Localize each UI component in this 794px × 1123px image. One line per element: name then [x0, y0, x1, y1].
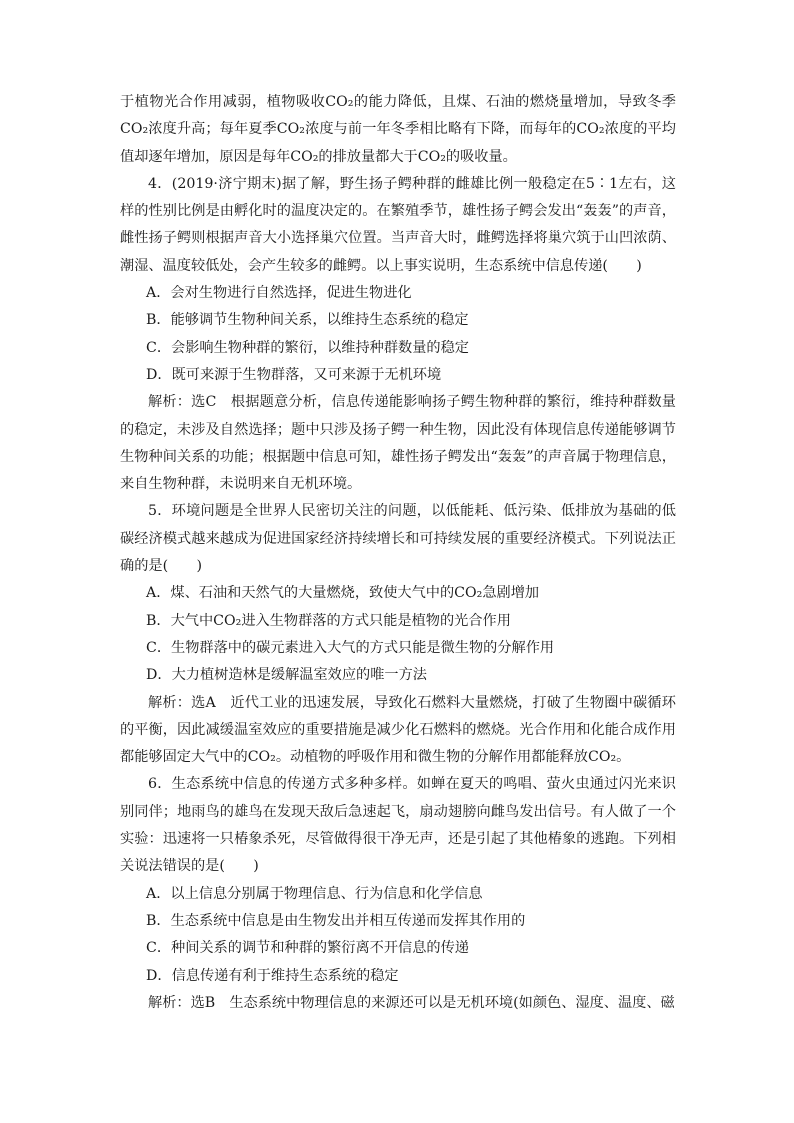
analysis: 解析：选B 生态系统中物理信息的来源还可以是无机环境(如颜色、湿度、温度、磁 — [148, 994, 675, 1011]
analysis: 解析：选A 近代工业的迅速发展，导致化石燃料大量燃烧，打破了生物圈中碳循环的平衡，因此减缓温室效应的重要措施是减少化石燃料的燃烧。光合作用和化能合成作用都能够固定大气中的CO₂。动植物的呼吸作用和微生物的分解作用都能释放CO₂。 — [120, 694, 676, 766]
option-c: C．会影响生物种群的繁衍，以维持种群数量的稳定 — [146, 339, 469, 356]
question-stem: 5．环境问题是全世界人民密切关注的问题，以低能耗、低污染、低排放为基础的低碳经济模式越来越成为促进国家经济持续增长和可持续发展的重要经济模式。下列说法正确的是( ) — [120, 503, 676, 575]
document-content — [120, 89, 676, 1017]
analysis: 解析：选C 根据题意分析，信息传递能影响扬子鳄生物种群的繁衍，维持种群数量的稳定，未涉及自然选择；题中只涉及扬子鳄一种生物，因此没有体现信息传递能够调节生物种间关系的功能；根据题中信息可知，雄性扬子鳄发出“轰轰”的声音属于物理信息，来自生物种群，未说明来自无机环境。 — [120, 394, 676, 493]
option-d: D．大力植树造林是缓解温室效应的唯一方法 — [146, 667, 427, 684]
question-6 — [120, 771, 676, 1017]
option-b: B．生态系统中信息是由生物发出并相互传递而发挥其作用的 — [146, 912, 526, 929]
option-b: B．能够调节生物种间关系，以维持生态系统的稳定 — [146, 312, 469, 329]
option-c: C．生物群落中的碳元素进入大气的方式只能是微生物的分解作用 — [146, 639, 555, 656]
option-a: A．会对生物进行自然选择，促进生物进化 — [146, 285, 412, 302]
question-4 — [120, 171, 676, 499]
intro-paragraph: 于植物光合作用减弱，植物吸收CO₂的能力降低，且煤、石油的燃烧量增加，导致冬季CO₂浓度升高；每年夏季CO₂浓度与前一年冬季相比略有下降，而每年的CO₂浓度的平均值却逐年增加，原因是每年CO₂的排放量都大于CO₂的吸收量。 — [120, 94, 676, 165]
question-stem: 4．(2019·济宁期末)据了解，野生扬子鳄种群的雌雄比例一般稳定在5∶1左右，这样的性别比例是由孵化时的温度决定的。在繁殖季节，雄性扬子鳄会发出“轰轰”的声音，雌性扬子鳄则根据声音大小选择巢穴位置。当声音大时，雌鳄选择将巢穴筑于山凹浓荫、潮湿、温度较低处，会产生较多的雌鳄。以上事实说明，生态系统中信息传递( ) — [120, 175, 676, 274]
question-stem: 6．生态系统中信息的传递方式多种多样。如蝉在夏天的鸣唱、萤火虫通过闪光来识别同伴；地雨鸟的雄鸟在发现天敌后急速起飞，扇动翅膀向雌鸟发出信号。有人做了一个实验：迅速将一只椿象杀死，尽管做得很干净无声，还是引起了其他椿象的逃跑。下列相关说法错误的是( ) — [120, 776, 676, 875]
option-d: D．既可来源于生物群落，又可来源于无机环境 — [146, 366, 442, 383]
option-d: D．信息传递有利于维持生态系统的稳定 — [146, 967, 399, 984]
option-a: A．煤、石油和天然气的大量燃烧，致使大气中的CO₂急剧增加 — [146, 585, 540, 602]
option-c: C．种间关系的调节和种群的繁衍离不开信息的传递 — [146, 940, 469, 957]
option-a: A．以上信息分别属于物理信息、行为信息和化学信息 — [146, 885, 483, 902]
question-5 — [120, 498, 676, 771]
option-b: B．大气中CO₂进入生物群落的方式只能是植物的光合作用 — [146, 612, 511, 629]
